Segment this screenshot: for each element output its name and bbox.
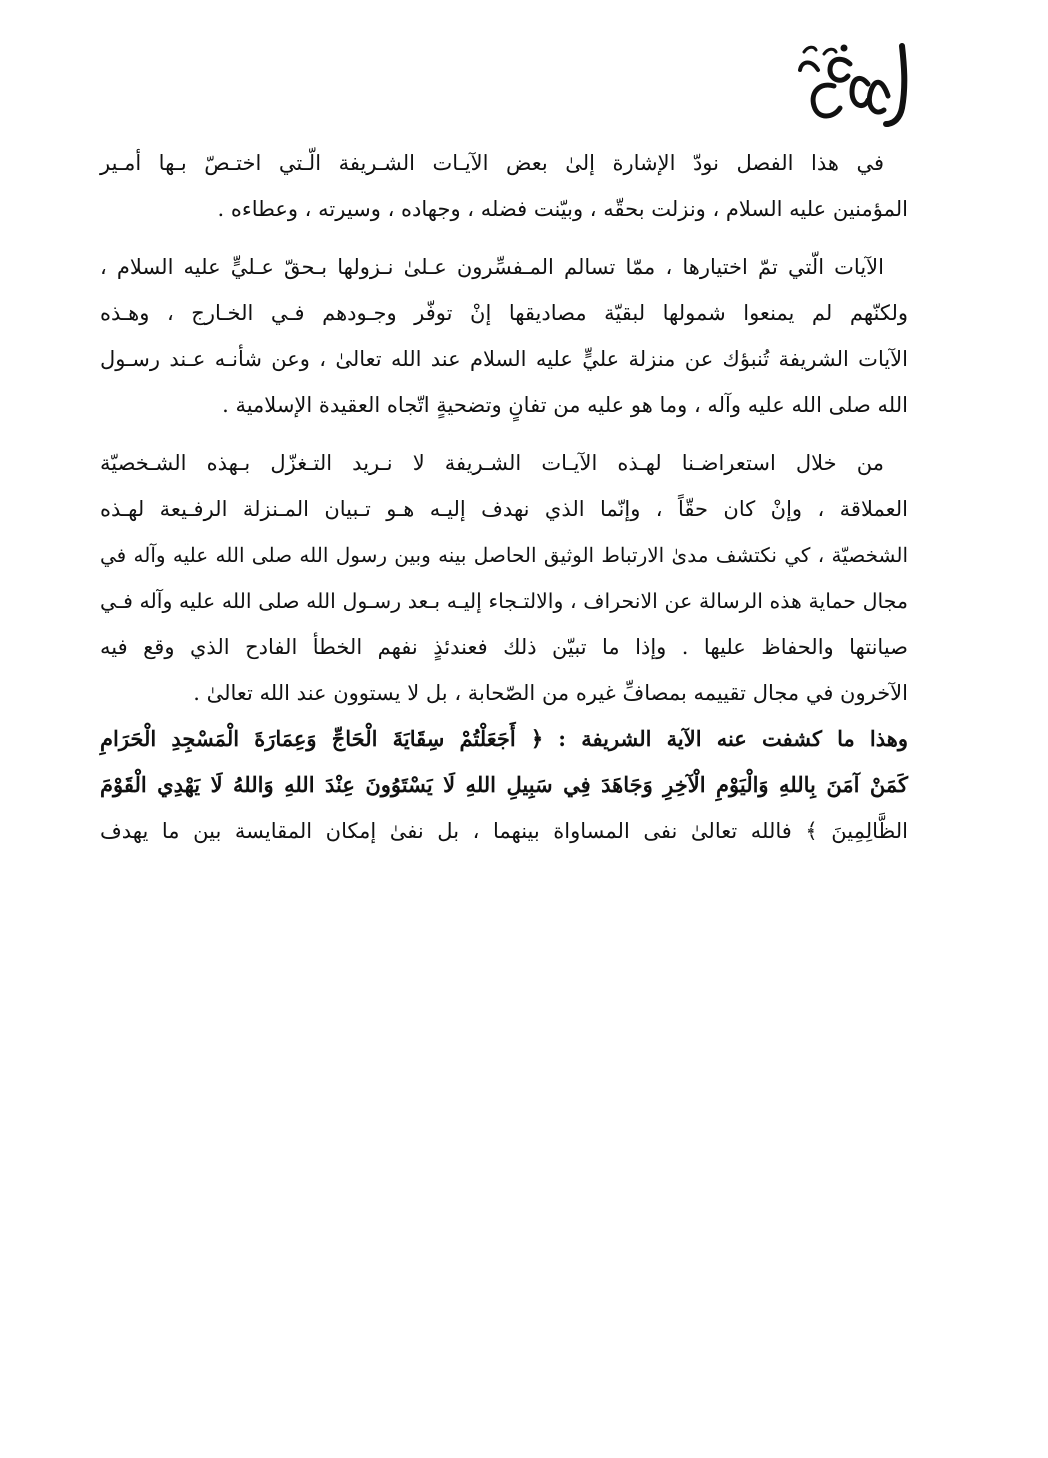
text-line: ولكنّهم لم يمنعوا شمولها لبقيّة مصاديقها إنْ توفّر وجـودهم فـي الخـارج ، وهـذه <box>100 301 908 325</box>
paragraph-1 <box>100 140 908 232</box>
text-line: الآيات الّتي تمّ اختيارها ، ممّا تسالم المـفسِّرون عـلىٰ نـزولها بـحقّ عـليٍّ عليه السلام ، <box>100 255 884 279</box>
text-line: الله صلى الله عليه وآله ، وما هو عليه من تفانٍ وتضحيةٍ اتّجاه العقيدة الإسلامية . <box>222 393 908 417</box>
quran-verse-line: كَمَنْ آمَنَ بِاللهِ وَالْيَوْمِ الْآخِرِ وَجَاهَدَ فِي سَبِيلِ اللهِ لَا يَسْتَوُونَ عِنْدَ اللهِ وَاللهُ لَا يَهْدِي الْقَوْمَ <box>100 772 908 797</box>
document-body <box>100 140 908 866</box>
paragraph-3 <box>100 440 908 854</box>
calligraphy-glyph-icon <box>790 34 920 134</box>
text-line: العملاقة ، وإنْ كان حقّاً ، وإنّما الذي نهدف إليـه هـو تـبيان المـنزلة الرفـيعة لهـذه <box>100 497 908 521</box>
text-line: في هذا الفصل نودّ الإشارة إلىٰ بعض الآيـات الشـريفة الّـتي اختـصّ بـها أمـير <box>100 151 884 175</box>
text-line: صيانتها والحفاظ عليها . وإذا ما تبيّن ذلك فعندئذٍ نفهم الخطأ الفادح الذي وقع فيه <box>100 635 908 659</box>
text-line: الظَّالِمِينَ ﴾ فالله تعالىٰ نفى المساواة بينهما ، بل نفىٰ إمكان المقايسة بين ما يهدف <box>100 819 908 843</box>
text-line: مجال حماية هذه الرسالة عن الانحراف ، والالتـجاء إليـه بـعد رسـول الله صلى الله عليه وآله فـي <box>100 589 908 613</box>
text-line: الآخرون في مجال تقييمه بمصافِّ غيره من الصّحابة ، بل لا يستوون عند الله تعالىٰ . <box>193 681 908 705</box>
quran-verse-line: وهذا ما كشفت عنه الآية الشريفة : ﴿ أَجَعَلْتُمْ سِقَايَةَ الْحَاجِّ وَعِمَارَةَ الْمَسْجِدِ الْحَرَامِ <box>100 726 908 751</box>
paragraph-2 <box>100 244 908 428</box>
chapter-heading-calligraphy <box>790 34 920 134</box>
text-line: الآيات الشريفة تُنبؤك عن منزلة عليٍّ عليه السلام عند الله تعالىٰ ، وعن شأنـه عـند رسـول <box>100 347 908 371</box>
text-line: من خلال استعراضـنا لهـذه الآيـات الشـريفة لا نـريد التـغزّل بـهذه الشـخصيّة <box>100 451 884 475</box>
text-line: المؤمنين عليه السلام ، ونزلت بحقّه ، وبيّنت فضله ، وجهاده ، وسيرته ، وعطاءه . <box>217 197 908 221</box>
text-line: الشخصيّة ، كي نكتشف مدىٰ الارتباط الوثيق الحاصل بينه وبين رسول الله صلى الله عليه وآله في <box>100 543 908 567</box>
